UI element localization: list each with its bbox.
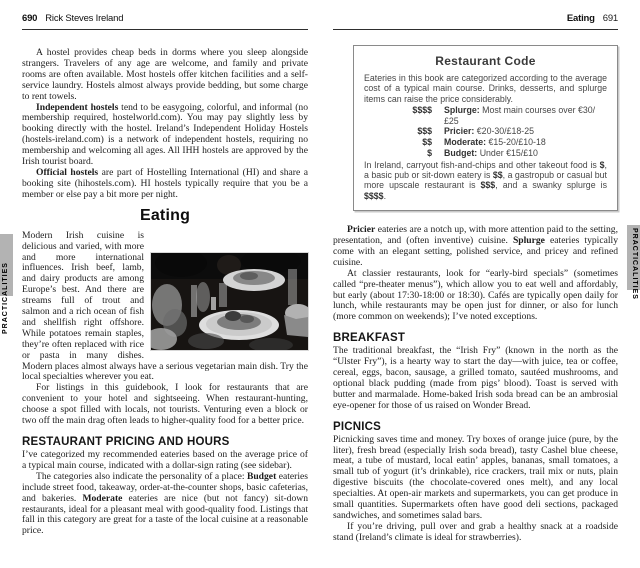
running-head-left [22,13,308,30]
practicalities-tab-right: PRACTICALITIES [631,228,638,300]
breakfast-paragraph: The traditional breakfast, the “Irish Fry” (known in the north as the “Ulster Fry”), is a hearty way to start the day—with juice, tea or coffee, cereal, eggs, bacon, sausage, a grilled tomato, sautéed mushrooms, and optional black pudding (made from pigs’ blood). Toast is served with butter and marmalade. Home-baked Irish soda bread can be an ambrosial eye-opener for those of us raised on Wonder Bread. [333,345,618,411]
hostel-paragraph-3: Official hostels are part of Hostelling International (HI) and share a booking site (hihostels.com). HI hostels typically require that you be a member or else pay a bit more per night. [22,166,308,200]
price-row-budget: $ Budget: Under €15/£10 [364,148,607,159]
moderate-symbol: $$ [422,137,432,148]
earlybird-paragraph: At classier restaurants, look for “early-bird specials” (sometimes called “pre-theater menus”), which allow you to eat well and affordably, but early (about 17:30-18:00 or 18:30). Cafés are typically open daily for lunch, while restaurants may be open just for dinner, or also for lunch (more common on weekends); I’ve noted exceptions. [333,267,618,323]
listings-paragraph: For listings in this guidebook, I look for restaurants that are convenient to your hotel and sightseeing. When restaurant-hunting, choose a spot filled with locals, not tourists. Venturing even a block or two off the main drag often leads to higher-quality food for a better price. [22,382,308,427]
price-rating-list [364,105,607,159]
page-number-left: 690 [22,13,38,24]
restaurant-code-box [353,45,618,211]
picnics-heading: PICNICS [333,420,382,433]
pricing-paragraph-2: The categories also indicate the personality of a place: Budget eateries include street food, takeaway, order-at-the-counter shops, basic cafeterias, and bakeries. Moderate eateries are nice (but not fancy) sit-down restaurants, ideal for a pleasant meal with good-quality food. Listings that fall in this category are great for a taste of the local cuisine at a reasonable price. [22,470,309,537]
hostel-paragraph-1: A hostel provides cheap beds in dorms where you sleep alongside strangers. Travelers of any age are welcome, and family and private rooms are often available. Most hostels offer kitchen facilities and a self-service laundry. Hostels almost always provide bedding, but some charge to rent towels. [22,47,308,102]
running-head-right [333,13,618,30]
picnics-paragraph-1: Picnicking saves time and money. Try boxes of orange juice (pure, by the liter), fresh bread (especially Irish soda bread), tasty Cashel blue cheese, meat, a tube of mustard, local eatin’ apples, bananas, small tomatoes, a small tub of yogurt (it’s drinkable), rice crackers, trail mix or nuts, plain digestive biscuits (the chocolate-covered ones melt), and any local specialties. At open-air markets and supermarkets, you can get produce in small quantities. Supermarkets often have good deli sections, packaged sandwiches, and sometimes salad bars. [333,433,618,521]
pricier-paragraph: Pricier eateries are a notch up, with more attention paid to the setting, presentation, and (often inventive) cuisine. Splurge eateries typically come with an elegant setting, polished service, and pricey and refined cuisine. [333,224,618,268]
practicalities-tab-left: PRACTICALITIES [2,262,9,334]
breakfast-heading: BREAKFAST [333,332,406,345]
eating-chapter-heading: Eating [139,206,191,224]
pricier-symbol: $$$ [417,126,432,137]
price-row-splurge: $$$$ Splurge: Most main courses over €30/£25 [364,105,607,127]
price-row-moderate: $$ Moderate: €15-20/£10-18 [364,137,607,148]
restaurant-code-outro: In Ireland, carryout fish-and-chips and other takeout food is $, a basic pub or sit-down eatery is $$, a gastropub or casual but more upscale restaurant is $$$, and a swanky splurge is $$$$. [364,159,607,201]
page-number-right: 691 [602,13,618,24]
picnics-paragraph-2: If you’re driving, pull over and grab a healthy snack at a roadside stand (Ireland’s climate is ideal for strawberries). [333,520,618,543]
dinner-table-photo [151,253,308,350]
budget-symbol: $ [427,148,432,159]
section-title: Eating [566,13,595,24]
restaurant-code-intro: Eateries in this book are categorized according to the average cost of a typical main course. Drinks, desserts, and splurge items can raise the price considerably. [364,73,607,104]
cuisine-paragraph: Modern Irish cuisine is delicious and varied, with more and more international influences. Irish beef, lamb, and dairy products are among Europe’s best. And there are streams full of trout and salmon and a rich ocean of fish and shellfish right offshore. While potatoes remain staples, they’re often replaced with rice or pasta in many dishes. Modern places almost always have a serious vegetarian main dish. Try the local specialties wherever you eat. [22,231,308,384]
book-title: Rick Steves Ireland [45,13,124,24]
restaurant-code-title: Restaurant Code [435,54,536,68]
pricing-hours-heading: RESTAURANT PRICING AND HOURS [22,436,230,448]
price-row-pricier: $$$ Pricier: €20-30/£18-25 [364,126,607,137]
pricing-paragraph-1: I’ve categorized my recommended eateries based on the average price of a typical main course, indicated with a dollar-sign rating (see sidebar). [22,449,308,471]
page-691 [320,0,640,568]
splurge-symbol: $$$$ [412,104,432,115]
hostel-paragraph-2: Independent hostels tend to be easygoing, colorful, and informal (no membership required, hostelworld.com). You may pay slightly less by booking directly with the hostel. Ireland’s Independent Holiday Hostels (hostels-ireland.com) is a network of independent hostels, requiring no membership and welcoming all ages. All IHH hostels are approved by the Irish tourist board. [22,101,308,168]
